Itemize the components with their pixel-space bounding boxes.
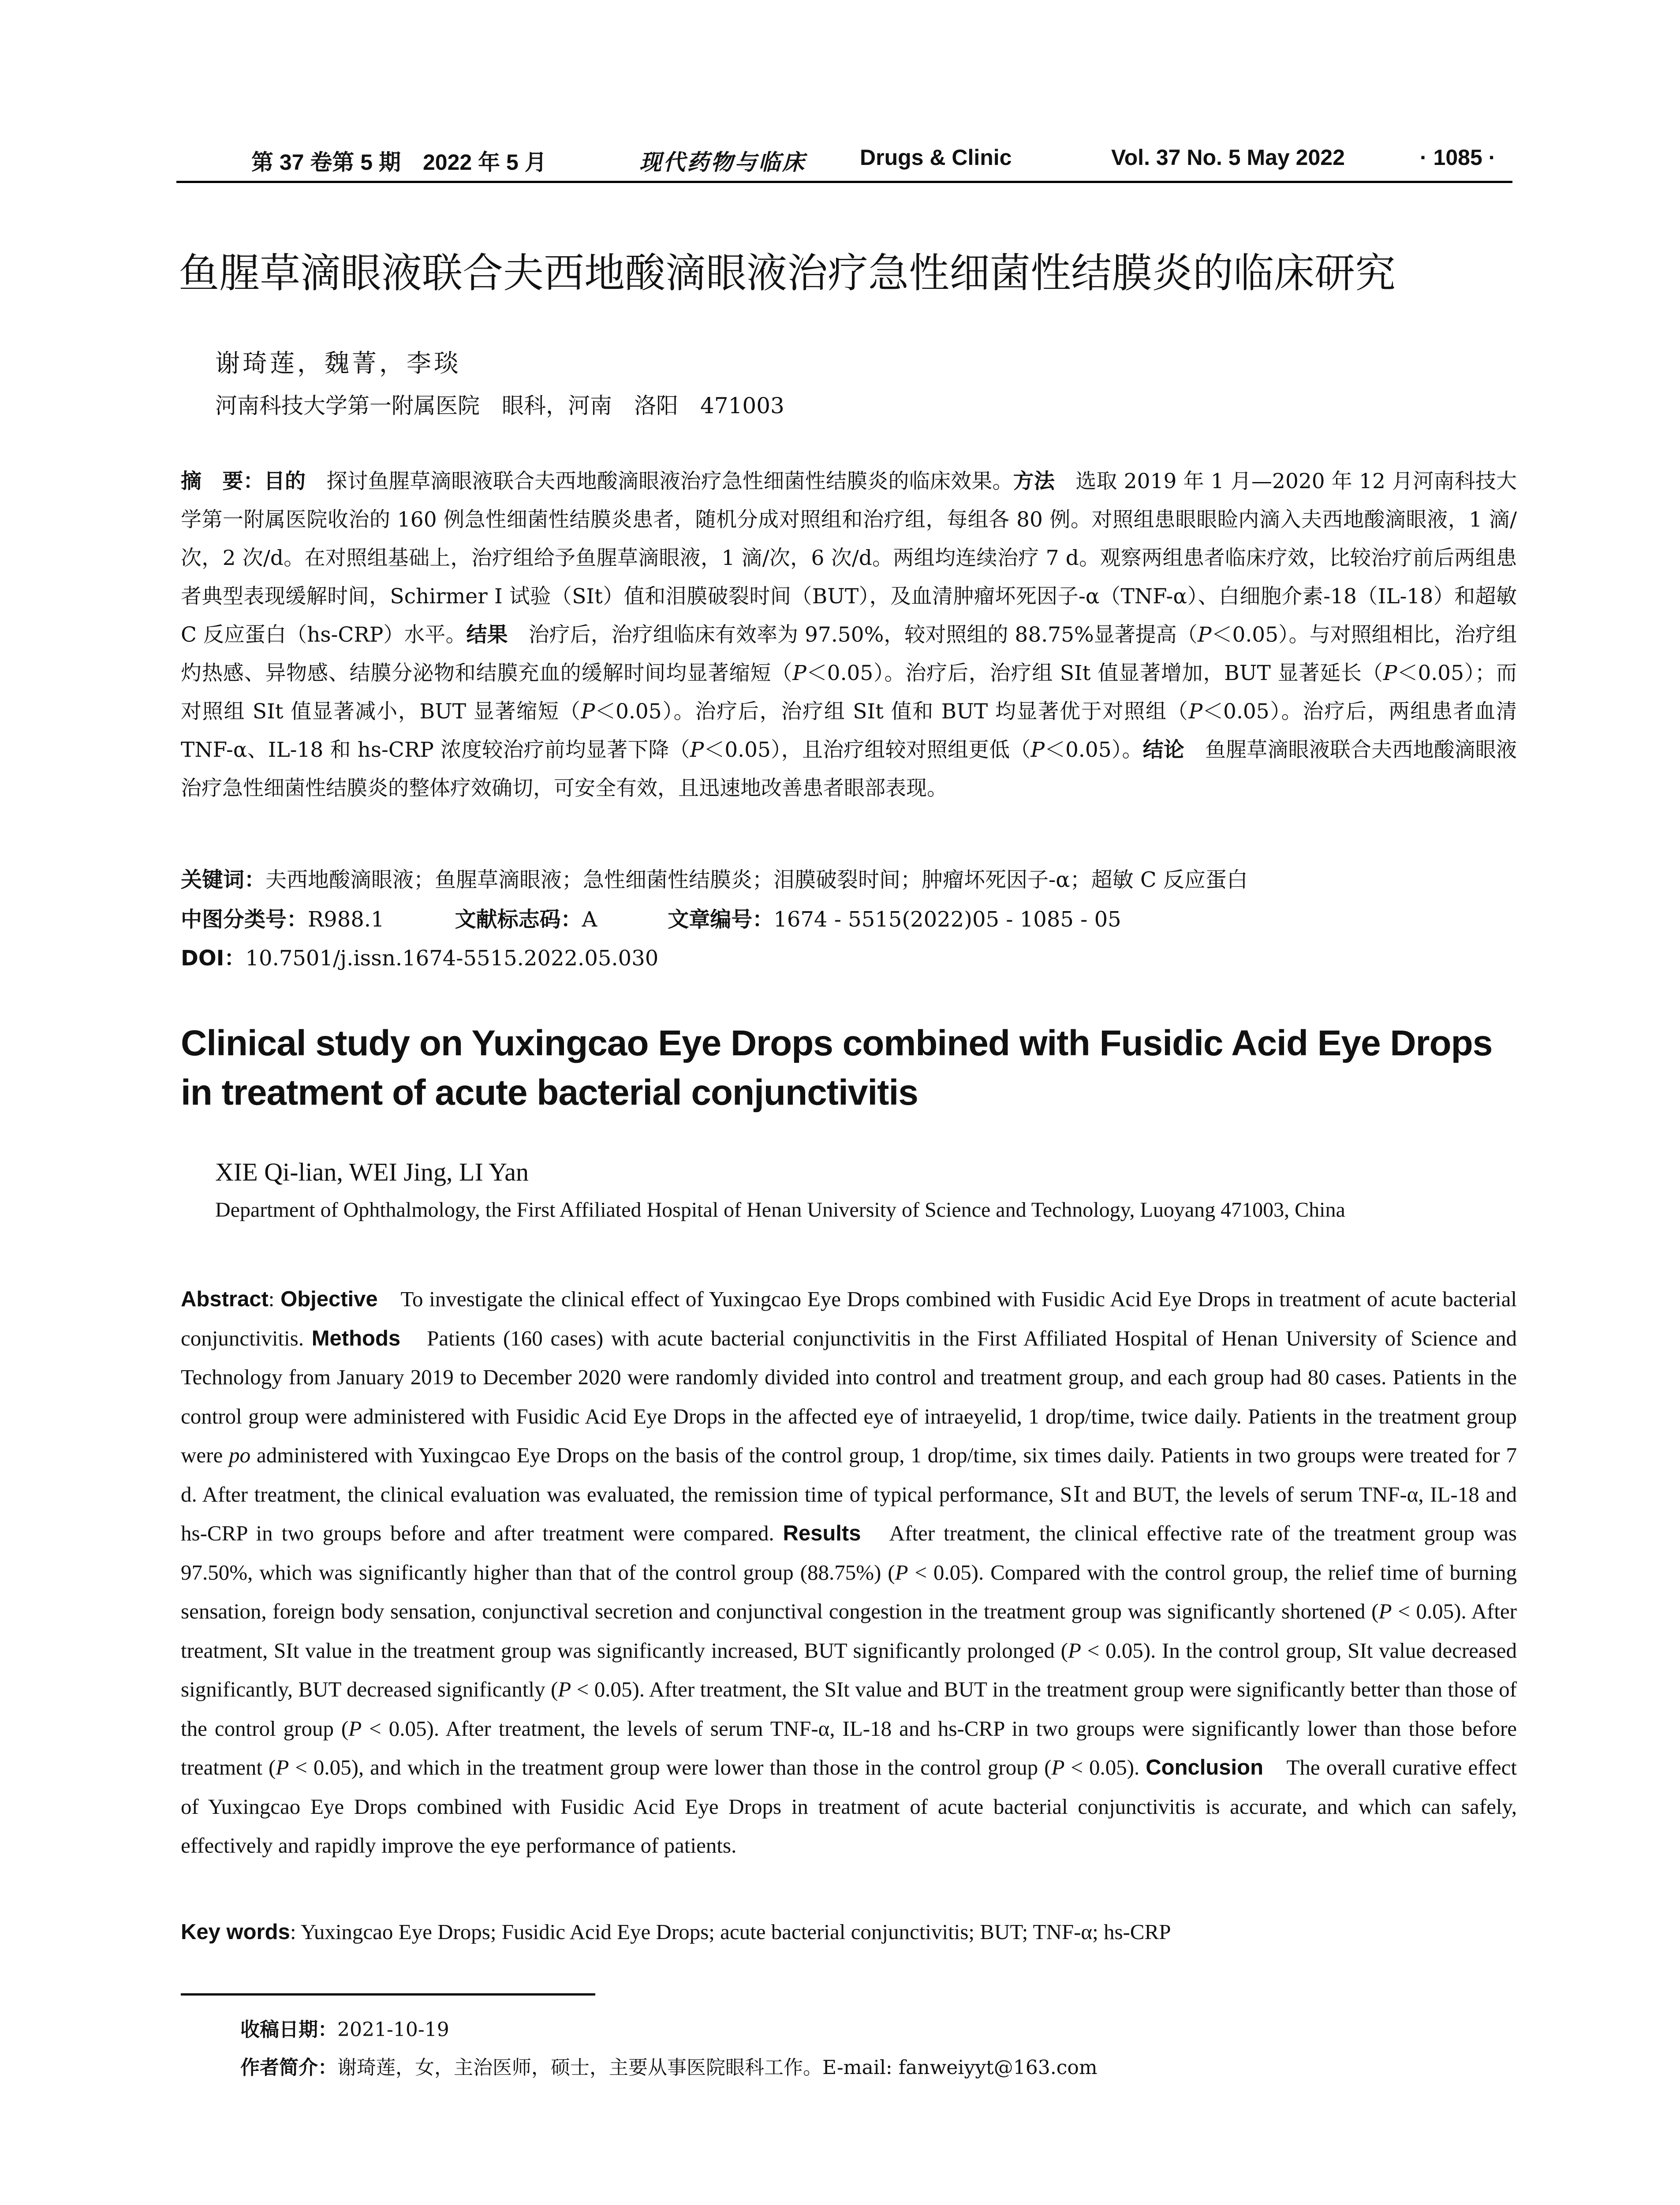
header-issue-cn: 第 37 卷第 5 期 2022 年 5 月 — [251, 150, 547, 175]
results-en-text: < 0.05). After treatment, SIt value in the treatment group was significantly increased, BUT significantly prolonged ( — [181, 1599, 1517, 1663]
author-bio-label: 作者简介： — [240, 2056, 337, 2079]
doi-label: DOI： — [181, 946, 246, 971]
methods-cn-text: 选取 2019 年 1 月—2020 年 12 月河南科技大学第一附属医院收治的 160 例急性细菌性结膜炎患者，随机分成对照组和治疗组，每组各 80 例。对照组患眼眼睑内滴入夫西地酸滴眼液，1 滴/次，2 次/d。在对照组基础上，治疗组给予鱼腥草滴眼液，1 滴/次，6 次/d。两组均连续治疗 7 d。观察两组患者临床疗效，比较治疗前后两组患者典型表现缓解时间，Schirmer I 试验（SIt）值和泪膜破裂时间（BUT），及血清肿瘤坏死因子-α（TNF-α）、白细胞介素-18（IL-18）和超敏 C 反应蛋白（hs-CRP）水平。 — [181, 469, 1517, 647]
doi-link[interactable]: 10.7501/j.issn.1674-5515.2022.05.030 — [245, 946, 659, 971]
keywords-en-text: Yuxingcao Eye Drops; Fusidic Acid Eye Drops; acute bacterial conjunctivitis; BUT; TNF-α; hs-CRP — [300, 1920, 1171, 1944]
results-cn-text: ＜0.05）。治疗后，治疗组 SIt 值和 BUT 均显著优于对照组（ — [595, 699, 1189, 724]
p-value-symbol: P — [558, 1677, 571, 1701]
received-date: 2021-10-19 — [337, 2018, 449, 2041]
keywords-cn-label: 关键词： — [181, 867, 266, 892]
authors-cn: 谢琦莲，魏菁，李琰 — [215, 349, 461, 378]
conclusion-en-label: Conclusion — [1146, 1756, 1264, 1779]
article-number-value: 1674 - 5515(2022)05 - 1085 - 05 — [773, 907, 1121, 932]
keywords-cn — [181, 863, 1517, 893]
author-bio-text: 谢琦莲，女，主治医师，硕士，主要从事医院眼科工作。E-mail: fanweiyyt@163.com — [337, 2056, 1098, 2079]
results-cn-text: ＜0.05），且治疗组较对照组更低（ — [704, 738, 1031, 762]
title-cn: 鱼腥草滴眼液联合夫西地酸滴眼液治疗急性细菌性结膜炎的临床研究 — [179, 250, 1396, 297]
abstract-en-colon: : — [268, 1287, 281, 1311]
conclusion-cn-label: 结论 — [1142, 738, 1184, 762]
abstract-cn-label: 摘 要： — [181, 469, 264, 493]
results-cn-text: ＜0.05）。治疗后，治疗组 SIt 值显著增加，BUT 显著延长（ — [806, 661, 1383, 685]
methods-en-label: Methods — [311, 1326, 401, 1350]
title-en-line-1: Clinical study on Yuxingcao Eye Drops combined with Fusidic Acid Eye Drops — [181, 1023, 1493, 1063]
results-en-text: < 0.05). After treatment, the levels of serum TNF-α, IL-18 and hs-CRP in two groups were significantly lower than those before treatment ( — [181, 1716, 1517, 1779]
header-issue-en: Vol. 37 No. 5 May 2022 — [1111, 145, 1345, 170]
results-cn-text: 治疗后，治疗组临床有效率为 97.50%，较对照组的 88.75%显著提高（ — [508, 623, 1198, 647]
keywords-en-colon: : — [290, 1920, 301, 1944]
p-value-symbol: P — [792, 661, 806, 685]
classification-row — [181, 902, 1121, 933]
po-term: po — [229, 1443, 251, 1467]
objective-cn-label: 目的 — [264, 469, 306, 493]
methods-en-text: Patients (160 cases) with acute bacterial conjunctivitis in the First Affiliated Hospital of Henan University of Science and Technology from January 2019 to December 2020 were randomly divided into control and treatment group, and each group had 80 cases. Patients in the control group were administered with Fusidic Acid Eye Drops in the affected eye of intraeyelid, 1 drop/time, twice daily. Patients in the treatment group were — [181, 1326, 1517, 1467]
title-en-line-2: in treatment of acute bacterial conjunctivitis — [181, 1073, 918, 1113]
footnote-received — [240, 2014, 449, 2042]
received-label: 收稿日期： — [240, 2018, 337, 2041]
article-number-label: 文章编号： — [668, 907, 774, 932]
title-en — [181, 1019, 1526, 1117]
p-value-symbol: P — [1068, 1638, 1081, 1663]
doi-row — [181, 941, 658, 972]
p-value-symbol: P — [1030, 738, 1045, 762]
p-value-symbol: P — [1197, 623, 1212, 647]
results-en-text: After treatment, the clinical effective rate of the treatment group was 97.50%, which was significantly higher than that of the control group (88.75%) ( — [181, 1521, 1517, 1585]
abstract-cn — [181, 462, 1517, 807]
objective-en-label: Objective — [280, 1287, 378, 1311]
results-cn-text: ＜0.05）。 — [1045, 738, 1143, 762]
clc-label: 中图分类号： — [181, 907, 308, 932]
abstract-en — [181, 1280, 1517, 1865]
p-value-symbol: P — [1378, 1599, 1392, 1623]
p-value-symbol: P — [348, 1716, 362, 1741]
affiliation-cn: 河南科技大学第一附属医院 眼科，河南 洛阳 471003 — [215, 393, 784, 419]
objective-en-text: To investigate the clinical effect of Yuxingcao Eye Drops combined with Fusidic Acid Eye Drops in treatment of acute bacterial conjunctivitis. — [181, 1287, 1517, 1350]
methods-cn-label: 方法 — [1013, 469, 1055, 493]
p-value-symbol: P — [276, 1755, 289, 1779]
clc-value: R988.1 — [308, 907, 385, 932]
p-value-symbol: P — [690, 738, 704, 762]
results-en-text: < 0.05). In the control group, SIt value decreased significantly, BUT decreased significantly ( — [181, 1638, 1517, 1701]
document-code-value: A — [582, 907, 597, 932]
results-en-text: < 0.05). — [1064, 1755, 1146, 1779]
authors-en: XIE Qi-lian, WEI Jing, LI Yan — [215, 1158, 529, 1186]
results-cn-text: ＜0.05）；而对照组 SIt 值显著减小，BUT 显著缩短（ — [181, 661, 1517, 724]
results-en-text: < 0.05), and which in the treatment group were lower than those in the control group ( — [289, 1755, 1052, 1779]
p-value-symbol: P — [1383, 661, 1397, 685]
results-en-text: < 0.05). After treatment, the SIt value and BUT in the treatment group were significantly better than those of the control group ( — [181, 1677, 1517, 1741]
header-journal-en: Drugs & Clinic — [860, 145, 1012, 170]
keywords-cn-text: 夫西地酸滴眼液；鱼腥草滴眼液；急性细菌性结膜炎；泪膜破裂时间；肿瘤坏死因子-α；超敏 C 反应蛋白 — [265, 867, 1248, 892]
footnote-divider — [181, 1993, 595, 1996]
header-page-number: · 1085 · — [1420, 145, 1496, 170]
results-cn-label: 结果 — [466, 623, 508, 647]
results-cn-text: ＜0.05）。治疗后，两组患者血清 TNF-α、IL-18 和 hs-CRP 浓度较治疗前均显著下降（ — [181, 699, 1517, 762]
footnote-author — [240, 2052, 1098, 2080]
abstract-en-label: Abstract — [181, 1287, 269, 1311]
header-journal-cn: 现代药物与临床 — [639, 150, 806, 175]
p-value-symbol: P — [581, 699, 595, 724]
methods-en-text: administered with Yuxingcao Eye Drops on the basis of the control group, 1 drop/time, six times daily. Patients in two groups were treated for 7 d. After treatment, the clinical evaluation was evaluated, the remission time of typical performance, SⅠt and BUT, the levels of serum TNF-α, IL-18 and hs-CRP in two groups before and after treatment were compared. — [181, 1443, 1517, 1545]
keywords-en — [181, 1919, 1517, 1944]
p-value-symbol: P — [1188, 699, 1203, 724]
objective-cn-text: 探讨鱼腥草滴眼液联合夫西地酸滴眼液治疗急性细菌性结膜炎的临床效果。 — [306, 469, 1013, 493]
conclusion-en-text: The overall curative effect of Yuxingcao Eye Drops combined with Fusidic Acid Eye Drops in treatment of acute bacterial conjunctivitis is accurate, and which can safely, effectively and rapidly improve the eye performance of patients. — [181, 1755, 1517, 1857]
results-cn-text: ＜0.05）。与对照组相比，治疗组灼热感、异物感、结膜分泌物和结膜充血的缓解时间均显著缩短（ — [181, 623, 1517, 685]
document-code-label: 文献标志码： — [455, 907, 582, 932]
p-value-symbol: P — [1051, 1755, 1065, 1779]
results-en-label: Results — [783, 1521, 861, 1545]
p-value-symbol: P — [895, 1560, 908, 1585]
keywords-en-label: Key words — [181, 1920, 290, 1944]
conclusion-cn-text: 鱼腥草滴眼液联合夫西地酸滴眼液治疗急性细菌性结膜炎的整体疗效确切，可安全有效，且迅速地改善患者眼部表现。 — [181, 738, 1517, 800]
running-header — [176, 140, 1512, 183]
results-en-text: < 0.05). Compared with the control group, the relief time of burning sensation, foreign body sensation, conjunctival secretion and conjunctival congestion in the treatment group was significantly shortened ( — [181, 1560, 1517, 1623]
affiliation-en: Department of Ophthalmology, the First Affiliated Hospital of Henan University of Science and Technology, Luoyang 471003, China — [215, 1198, 1345, 1222]
